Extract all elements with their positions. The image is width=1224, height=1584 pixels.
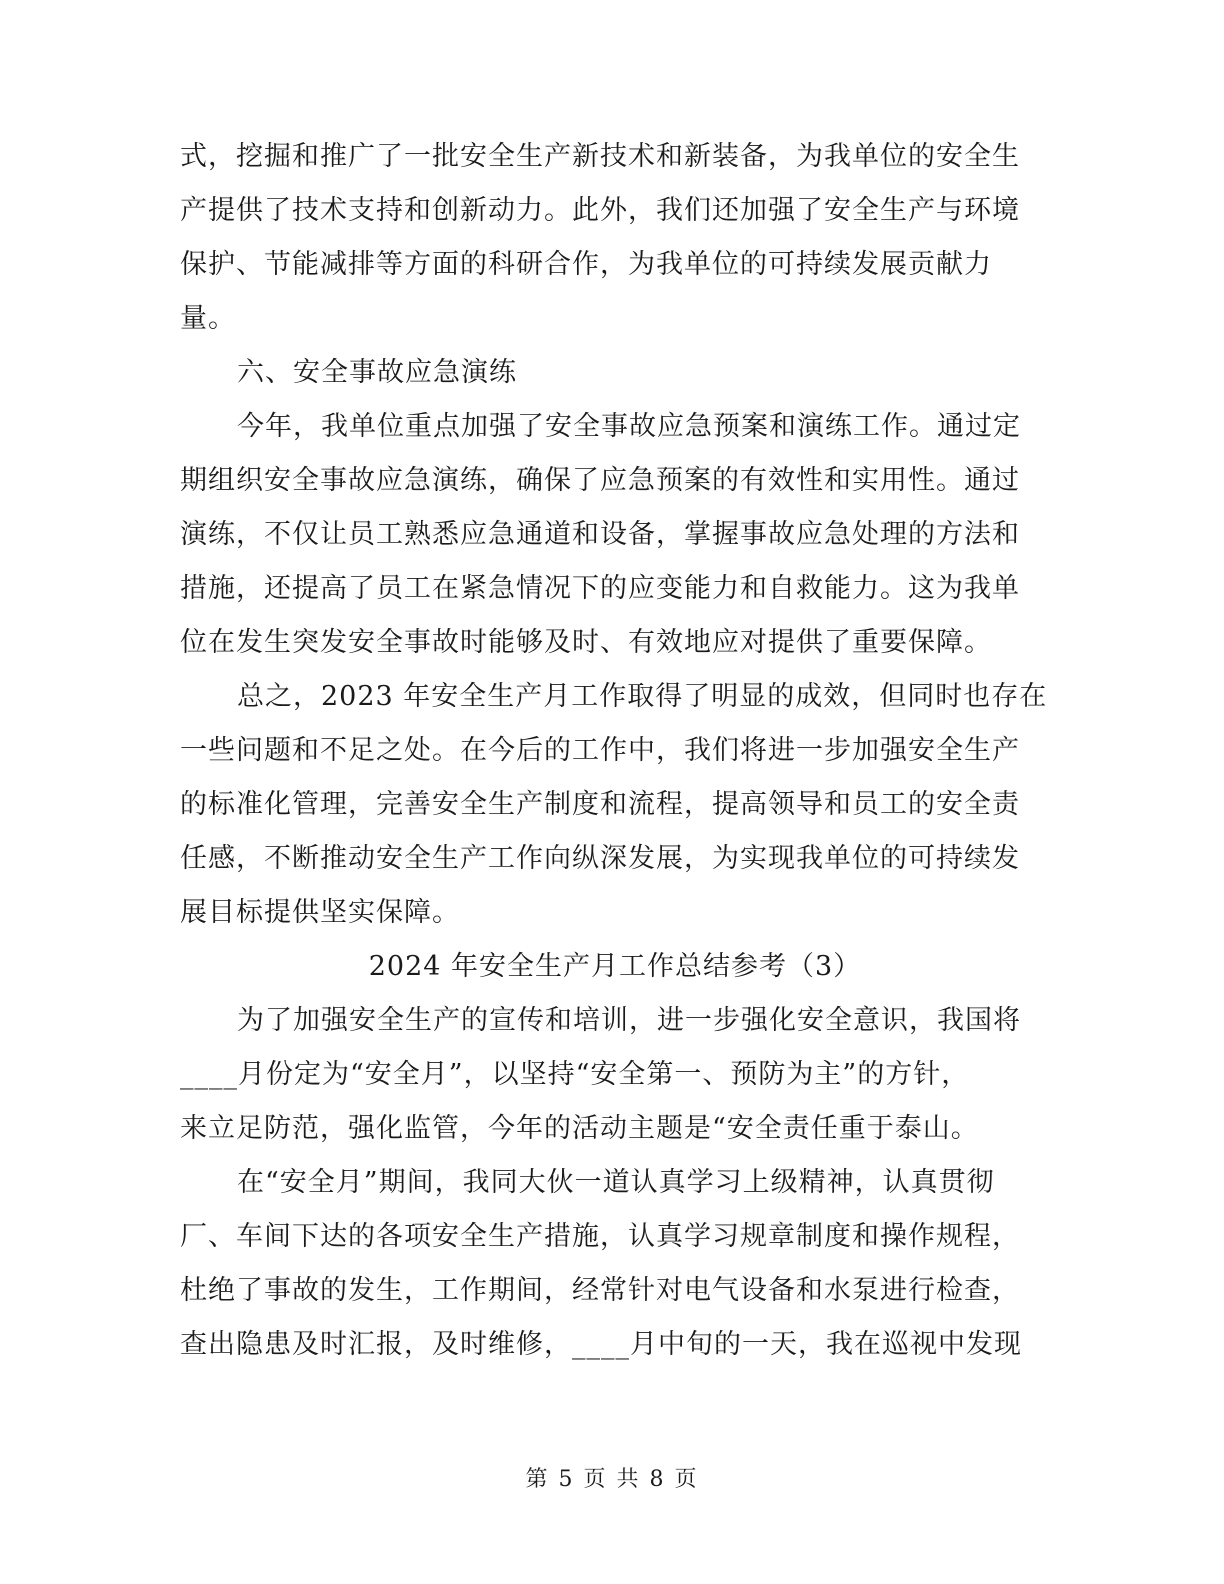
document-body — [180, 130, 1048, 1372]
text-line: 保护、节能减排等方面的科研合作，为我单位的可持续发展贡献力 — [180, 249, 992, 280]
body-text-part-2 — [180, 994, 1030, 1372]
text-line: 在“安全月”期间，我同大伙一道认真学习上级精神，认真贯彻 — [237, 1167, 995, 1198]
text-line: 展目标提供坚实保障。 — [180, 897, 460, 928]
body-text-part-1 — [180, 130, 1048, 940]
text-line: 今年，我单位重点加强了安全事故应急预案和演练工作。通过定 — [237, 411, 1021, 442]
text-line: 杜绝了事故的发生，工作期间，经常针对电气设备和水泵进行检查， — [180, 1275, 1020, 1306]
text-line: 措施，还提高了员工在紧急情况下的应变能力和自救能力。这为我单 — [180, 573, 1020, 604]
text-line: 任感，不断推动安全生产工作向纵深发展，为实现我单位的可持续发 — [180, 843, 1020, 874]
text-line: 期组织安全事故应急演练，确保了应急预案的有效性和实用性。通过 — [180, 465, 1020, 496]
text-line: 的标准化管理，完善安全生产制度和流程，提高领导和员工的安全责 — [180, 789, 1020, 820]
text-line: 演练，不仅让员工熟悉应急通道和设备，掌握事故应急处理的方法和 — [180, 519, 1020, 550]
text-line: 产提供了技术支持和创新动力。此外，我们还加强了安全生产与环境 — [180, 195, 1020, 226]
text-line: ____月份定为“安全月”，以坚持“安全第一、预防为主”的方针， — [180, 1059, 970, 1090]
text-line: 式，挖掘和推广了一批安全生产新技术和新装备，为我单位的安全生 — [180, 141, 1020, 172]
section-title: 2024 年安全生产月工作总结参考（3） — [368, 951, 862, 982]
text-line: 查出隐患及时汇报，及时维修，____月中旬的一天，我在巡视中发现 — [180, 1329, 1022, 1360]
text-line: 为了加强安全生产的宣传和培训，进一步强化安全意识，我国将 — [237, 1005, 1021, 1036]
text-line: 厂、车间下达的各项安全生产措施，认真学习规章制度和操作规程， — [180, 1221, 1020, 1252]
text-line: 六、安全事故应急演练 — [237, 357, 517, 388]
text-line: 来立足防范，强化监管，今年的活动主题是“安全责任重于泰山。 — [180, 1113, 979, 1144]
text-line: 位在发生突发安全事故时能够及时、有效地应对提供了重要保障。 — [180, 627, 992, 658]
text-line: 总之，2023 年安全生产月工作取得了明显的成效，但同时也存在 — [237, 681, 1048, 712]
page-footer: 第 5 页 共 8 页 — [525, 1467, 699, 1492]
text-line: 量。 — [180, 303, 236, 334]
text-line: 一些问题和不足之处。在今后的工作中，我们将进一步加强安全生产 — [180, 735, 1020, 766]
